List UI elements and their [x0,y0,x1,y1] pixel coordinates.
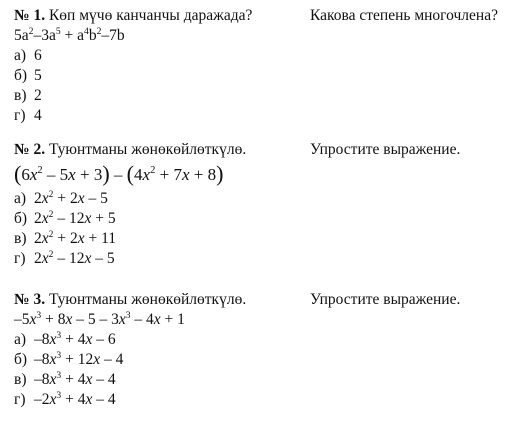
answer-option-label: б) [14,351,28,368]
task-1-options [14,46,510,126]
task-3 [14,290,510,410]
task-2-title-ru: Упростите выражение. [310,141,461,158]
task-3-number: № 3. [14,291,46,308]
answer-option-value: $2x^2 - 12x + 5$ [34,208,116,227]
answer-option-label: в) [14,371,27,388]
answer-option [14,46,510,66]
answer-option-label: в) [14,230,27,247]
task-3-title-ky: Туюнтманы жөнөкөйлөткүлө. [48,291,247,308]
task-2-header [14,140,510,160]
answer-option-label: а) [14,331,27,348]
answer-option-value: $-2x^3 + 4x - 4$ [34,389,116,408]
answer-option-value: $2x^2 + 2x - 5$ [34,188,108,207]
task-1-title-ky: Көп мүчө канчанчы даражада? [48,7,253,24]
answer-option-label: а) [14,47,27,64]
answer-option [14,370,510,390]
answer-option-value: 2 [34,87,42,104]
answer-option-label: б) [14,67,28,84]
answer-option [14,350,510,370]
task-3-header [14,290,510,310]
task-2 [14,140,510,269]
answer-option-label: а) [14,190,27,207]
answer-option [14,229,510,249]
answer-option-value: $2x^2 + 2x + 11$ [34,228,117,247]
task-1-expression: $5a^2-3a^5 + a^4b^2-7b$ [14,25,125,44]
task-3-expression: $-5x^3 + 8x - 5 - 3x^3 - 4x + 1$ [14,309,185,328]
answer-option [14,330,510,350]
task-2-number: № 2. [14,141,46,158]
answer-option-label: г) [14,391,26,408]
answer-option-value: $-8x^3 + 12x - 4$ [34,349,124,368]
task-2-expression: $(6x^2 - 5x + 3) - (4x^2 + 7x + 8)$ [14,161,224,186]
task-2-title-ky: Туюнтманы жөнөкөйлөткүлө. [48,141,247,158]
answer-option-value: 4 [34,107,42,124]
task-1 [14,6,510,126]
task-1-title-ru: Какова степень многочлена? [310,7,498,24]
answer-option-label: в) [14,87,27,104]
answer-option-label: б) [14,210,28,227]
answer-option [14,106,510,126]
task-1-header [14,6,510,26]
answer-option [14,66,510,86]
answer-option-value: 5 [34,67,42,84]
task-2-options [14,189,510,269]
answer-option [14,189,510,209]
task-1-number: № 1. [14,7,46,24]
answer-option-value: $-8x^3 + 4x - 4$ [34,369,116,388]
answer-option [14,249,510,269]
answer-option [14,209,510,229]
answer-option [14,390,510,410]
answer-option-label: г) [14,107,26,124]
answer-option-label: г) [14,250,26,267]
answer-option-value: $2x^2 - 12x - 5$ [34,248,115,267]
answer-option-value: 6 [34,47,42,64]
task-3-options [14,330,510,410]
task-3-title-ru: Упростите выражение. [310,291,461,308]
answer-option-value: $-8x^3 + 4x - 6$ [34,329,116,348]
answer-option [14,86,510,106]
